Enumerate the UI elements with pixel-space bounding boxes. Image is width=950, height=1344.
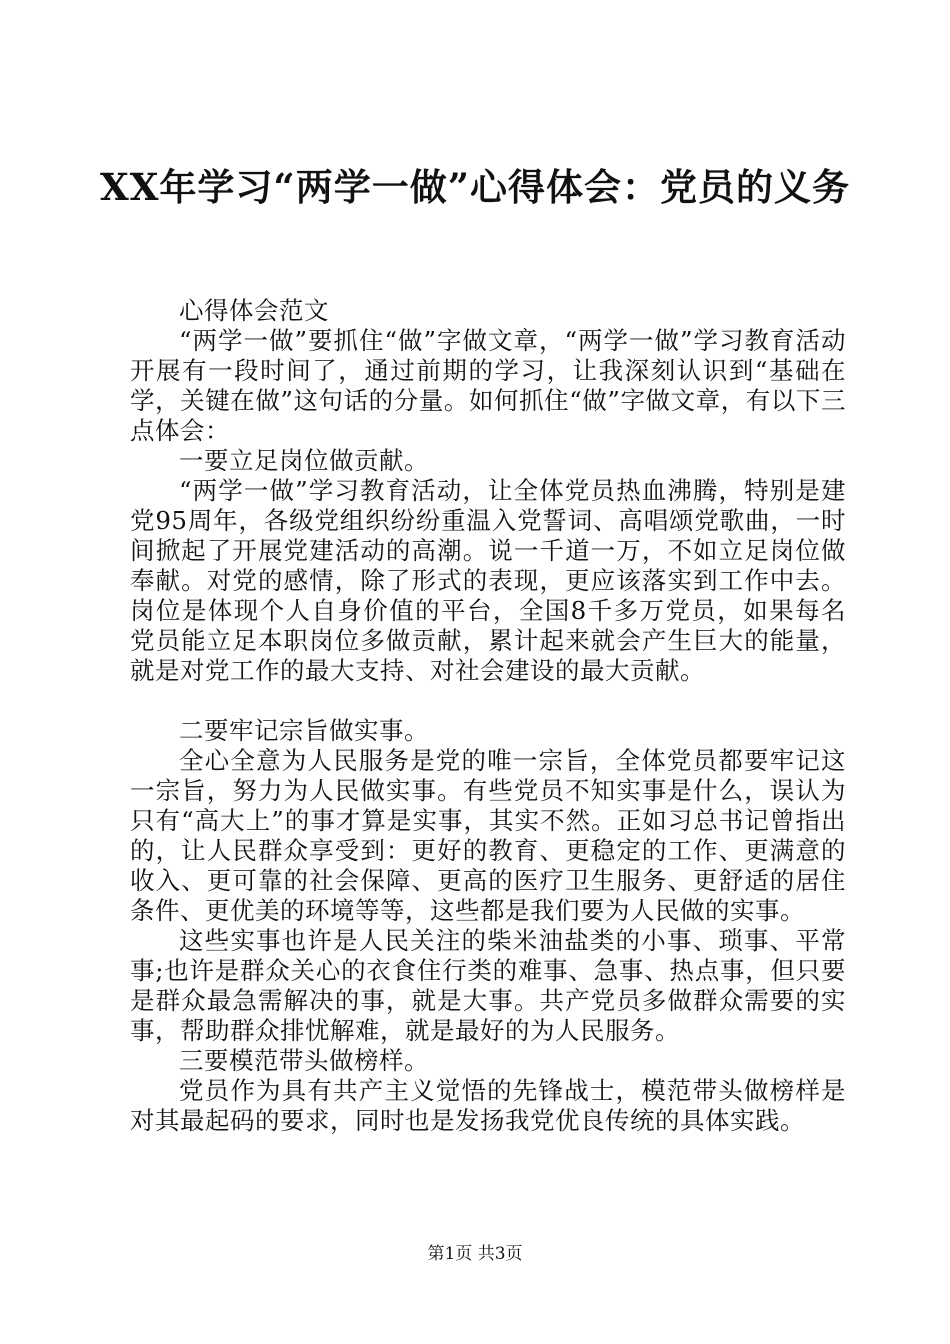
paragraph-intro: “两学一做”要抓住“做”字做文章，“两学一做”学习教育活动开展有一段时间了，通过前期的学习，让我深刻认识到“基础在学，关键在做”这句话的分量。如何抓住“做”字做文章，有以下三点体会： (130, 326, 846, 445)
paragraph-label: 心得体会范文 (179, 296, 329, 325)
paragraph-section-3: 党员作为具有共产主义觉悟的先锋战士，模范带头做榜样是对其最起码的要求，同时也是发扬我党优良传统的具体实践。 (130, 1076, 846, 1135)
document-title: XX年学习“两学一做”心得体会：党员的义务 (100, 165, 850, 209)
paragraph-section-2a: 全心全意为人民服务是党的唯一宗旨，全体党员都要牢记这一宗旨，努力为人民做实事。有些党员不知实事是什么，误认为只有“高大上”的事才算是实事，其实不然。正如习总书记曾指出的，让人民群众享受到：更好的教育、更稳定的工作、更满意的收入、更可靠的社会保障、更高的医疗卫生服务、更舒适的居住条件、更优美的环境等等，这些都是我们要为人民做的实事。 (130, 746, 846, 925)
document-body (130, 296, 846, 1136)
section-heading-3: 三要模范带头做榜样。 (179, 1046, 429, 1075)
section-heading-2: 二要牢记宗旨做实事。 (179, 716, 429, 745)
section-heading-1: 一要立足岗位做贡献。 (179, 446, 429, 475)
paragraph-section-2b: 这些实事也许是人民关注的柴米油盐类的小事、琐事、平常事;也许是群众关心的衣食住行类的难事、急事、热点事，但只要是群众最急需解决的事，就是大事。共产党员多做群众需要的实事，帮助群众排忧解难，就是最好的为人民服务。 (130, 926, 846, 1045)
paragraph-section-1: “两学一做”学习教育活动，让全体党员热血沸腾，特别是建党95周年，各级党组织纷纷重温入党誓词、高唱颂党歌曲，一时间掀起了开展党建活动的高潮。说一千道一万，不如立足岗位做奉献。对党的感情，除了形式的表现，更应该落实到工作中去。岗位是体现个人自身价值的平台，全国8千多万党员，如果每名党员能立足本职岗位多做贡献，累计起来就会产生巨大的能量，就是对党工作的最大支持、对社会建设的最大贡献。 (130, 476, 846, 685)
page-footer: 第1页 共3页 (427, 1244, 523, 1264)
